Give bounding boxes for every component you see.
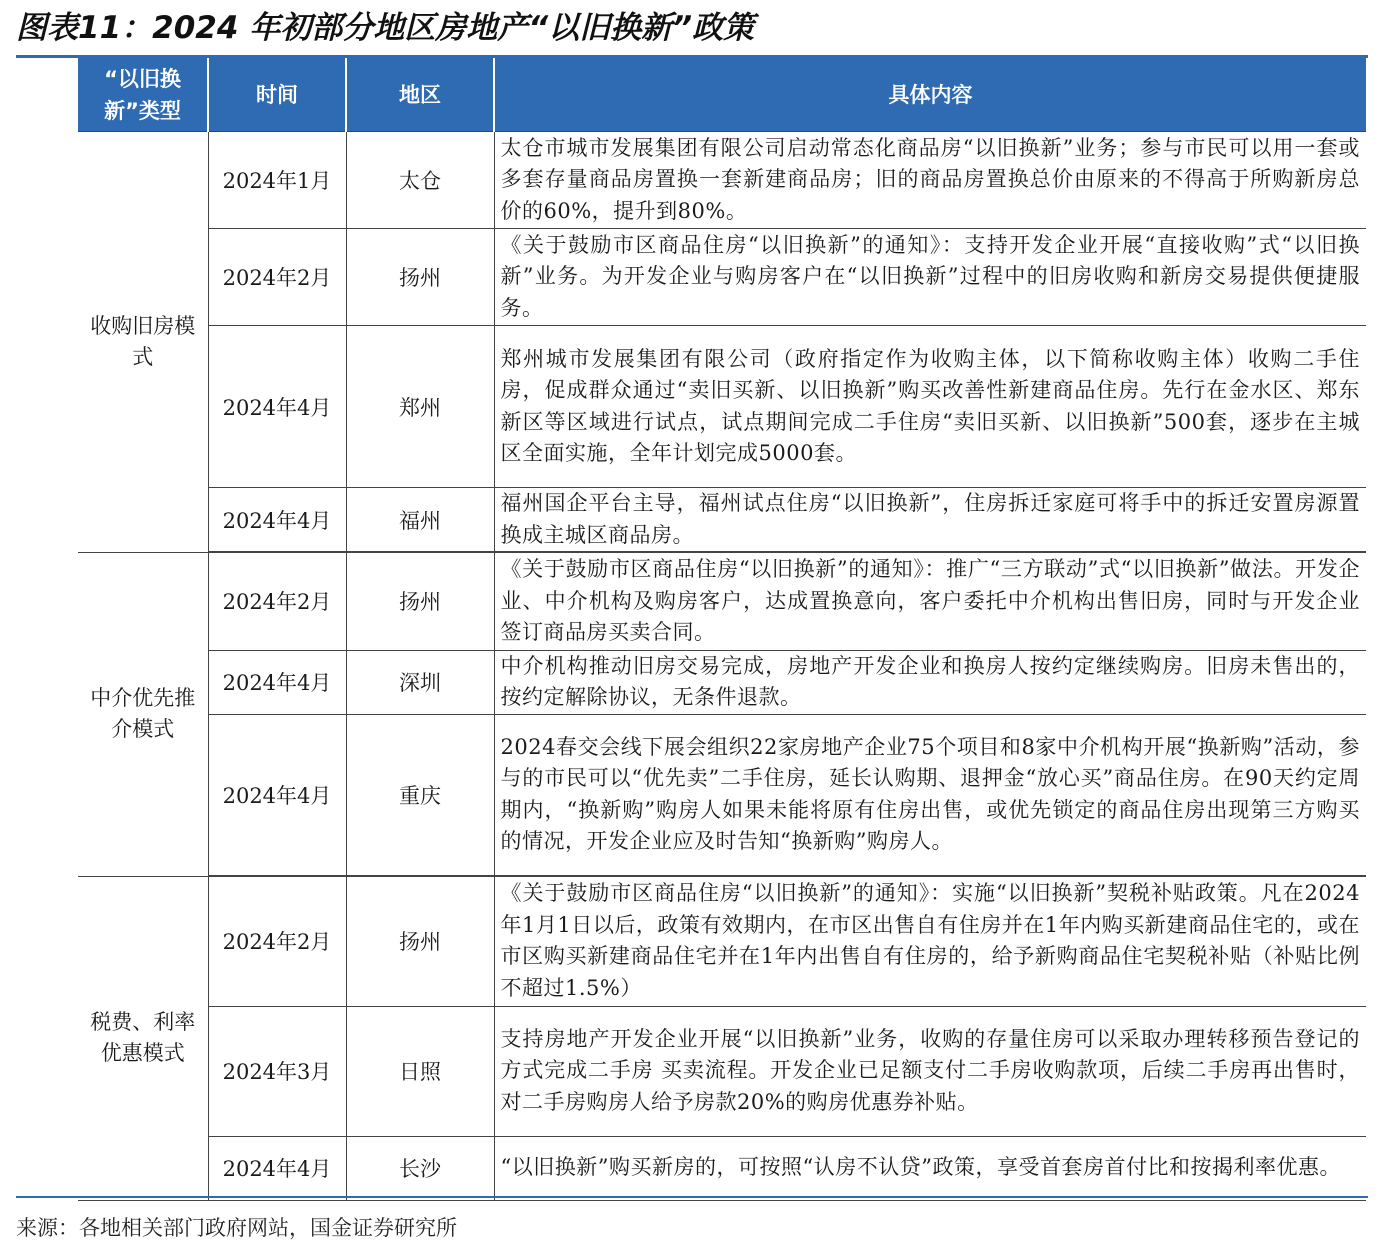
policy-table xyxy=(78,58,1366,1201)
time-cell: 2024年1月 xyxy=(208,132,346,229)
time-cell: 2024年3月 xyxy=(208,1006,346,1136)
time-cell: 2024年4月 xyxy=(208,488,346,553)
table-row xyxy=(78,326,1366,488)
header-time: 时间 xyxy=(208,58,346,132)
table-row xyxy=(78,1006,1366,1136)
detail-cell: 《关于鼓励市区商品住房“以旧换新”的通知》：推广“三方联动”式“以旧换新”做法。开发企业、中介机构及购房客户，达成置换意向，客户委托中介机构出售旧房，同时与开发企业签订商品房买卖合同。 xyxy=(494,552,1366,650)
time-cell: 2024年4月 xyxy=(208,1136,346,1200)
table-row xyxy=(78,132,1366,229)
table-row xyxy=(78,552,1366,650)
header-region: 地区 xyxy=(346,58,494,132)
bottom-rule xyxy=(16,1196,1368,1198)
time-cell: 2024年2月 xyxy=(208,229,346,326)
source-note: 来源：各地相关部门政府网站，国金证券研究所 xyxy=(16,1216,457,1240)
region-cell: 扬州 xyxy=(346,876,494,1006)
time-cell: 2024年4月 xyxy=(208,650,346,714)
region-cell: 扬州 xyxy=(346,552,494,650)
region-cell: 太仓 xyxy=(346,132,494,229)
detail-cell: 2024春交会线下展会组织22家房地产企业75个项目和8家中介机构开展“换新购”活动，参与的市民可以“优先卖”二手住房，延长认购期、退押金“放心买”商品住房。在90天约定周期内，“换新购”购房人如果未能将原有住房出售，或优先锁定的商品住房出现第三方购买的情况，开发企业应及时告知“换新购”购房人。 xyxy=(494,714,1366,876)
region-cell: 扬州 xyxy=(346,229,494,326)
type-cell: 中介优先推介模式 xyxy=(78,552,208,876)
type-cell: 税费、利率优惠模式 xyxy=(78,876,208,1200)
detail-cell: 郑州城市发展集团有限公司（政府指定作为收购主体，以下简称收购主体）收购二手住房，促成群众通过“卖旧买新、以旧换新”购买改善性新建商品住房。先行在金水区、郑东新区等区域进行试点，试点期间完成二手住房“卖旧买新、以旧换新”500套，逐步在主城区全面实施，全年计划完成5000套。 xyxy=(494,326,1366,488)
time-cell: 2024年2月 xyxy=(208,552,346,650)
table-row xyxy=(78,1136,1366,1200)
detail-cell: 支持房地产开发企业开展“以旧换新”业务，收购的存量住房可以采取办理转移预告登记的方式完成二手房 买卖流程。开发企业已足额支付二手房收购款项，后续二手房再出售时，对二手房购房人给予房款20%的购房优惠券补贴。 xyxy=(494,1006,1366,1136)
detail-cell: 太仓市城市发展集团有限公司启动常态化商品房“以旧换新”业务；参与市民可以用一套或多套存量商品房置换一套新建商品房；旧的商品房置换总价由原来的不得高于所购新房总价的60%，提升到80%。 xyxy=(494,132,1366,229)
header-detail: 具体内容 xyxy=(494,58,1366,132)
chart-title: 图表11：2024 年初部分地区房地产“以旧换新”政策 xyxy=(16,10,755,46)
time-cell: 2024年4月 xyxy=(208,326,346,488)
detail-cell: 《关于鼓励市区商品住房“以旧换新”的通知》：支持开发企业开展“直接收购”式“以旧换新”业务。为开发企业与购房客户在“以旧换新”过程中的旧房收购和新房交易提供便捷服务。 xyxy=(494,229,1366,326)
time-cell: 2024年4月 xyxy=(208,714,346,876)
region-cell: 深圳 xyxy=(346,650,494,714)
table-row xyxy=(78,488,1366,553)
table-header-row xyxy=(78,58,1366,132)
detail-cell: 中介机构推动旧房交易完成，房地产开发企业和换房人按约定继续购房。旧房未售出的，按约定解除协议，无条件退款。 xyxy=(494,650,1366,714)
detail-cell: 福州国企平台主导，福州试点住房“以旧换新”，住房拆迁家庭可将手中的拆迁安置房源置换成主城区商品房。 xyxy=(494,488,1366,553)
table-row xyxy=(78,876,1366,1006)
time-cell: 2024年2月 xyxy=(208,876,346,1006)
type-cell: 收购旧房模式 xyxy=(78,132,208,553)
detail-cell: 《关于鼓励市区商品住房“以旧换新”的通知》：实施“以旧换新”契税补贴政策。凡在2024年1月1日以后，政策有效期内，在市区出售自有住房并在1年内购买新建商品住宅的，或在市区购买新建商品住宅并在1年内出售自有住房的，给予新购商品住宅契税补贴（补贴比例不超过1.5%） xyxy=(494,876,1366,1006)
header-type: “以旧换新”类型 xyxy=(78,58,208,132)
table-row xyxy=(78,714,1366,876)
table-row xyxy=(78,650,1366,714)
region-cell: 福州 xyxy=(346,488,494,553)
region-cell: 重庆 xyxy=(346,714,494,876)
region-cell: 日照 xyxy=(346,1006,494,1136)
table-row xyxy=(78,229,1366,326)
detail-cell: “以旧换新”购买新房的，可按照“认房不认贷”政策，享受首套房首付比和按揭利率优惠。 xyxy=(494,1136,1366,1200)
region-cell: 郑州 xyxy=(346,326,494,488)
region-cell: 长沙 xyxy=(346,1136,494,1200)
